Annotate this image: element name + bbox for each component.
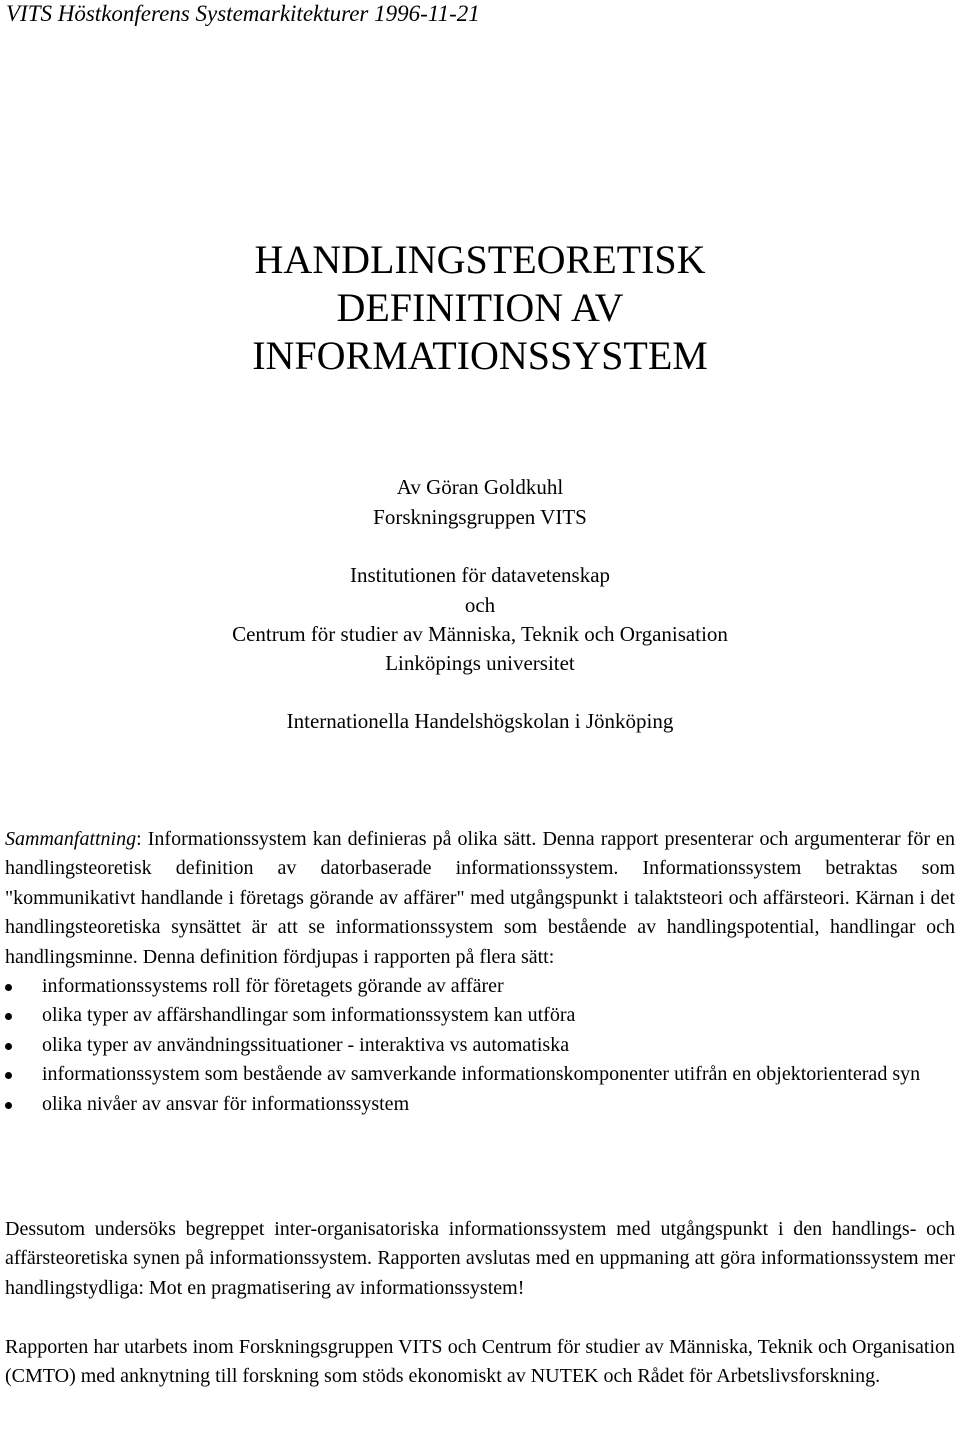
list-item bbox=[5, 1001, 955, 1030]
list-item bbox=[5, 1031, 955, 1060]
affiliation-line-5: Internationella Handelshögskolan i Jönköping bbox=[286, 709, 674, 733]
bullet-icon bbox=[5, 1043, 12, 1050]
bullet-icon bbox=[5, 1102, 12, 1109]
list-item-text: informationssystem som bestående av samverkande informationskomponenter utifrån en objektorienterad syn bbox=[42, 1063, 921, 1086]
abstract bbox=[5, 825, 955, 1119]
affiliation-line-2: och bbox=[464, 593, 496, 617]
abstract-intro bbox=[5, 825, 955, 972]
bullet-icon bbox=[5, 1013, 12, 1020]
abstract-intro-text: : Informationssystem kan definieras på olika sätt. Denna rapport presenterar och argumenterar för en handlingsteoretisk definition av datorbaserade informationssystem. Informationssystem betraktas som "kommunikativt handlande i företags görande av affärer" med utgångspunkt i talaktsteori och affärsteori. Kärnan i det handlingsteoretiska synsättet är att se informationssystem som bestående av handlingspotential, handlingar och handlingsminne. Denna definition fördjupas i rapporten på flera sätt: bbox=[5, 828, 955, 968]
affiliation-line-4: Linköpings universitet bbox=[385, 651, 575, 675]
document-title bbox=[0, 236, 960, 380]
list-item-text: olika typer av användningssituationer - interaktiva vs automatiska bbox=[42, 1033, 570, 1056]
list-item-text: informationssystems roll för företagets görande av affärer bbox=[42, 975, 504, 998]
bullet-icon bbox=[5, 984, 12, 991]
list-item-text: olika typer av affärshandlingar som informationssystem kan utföra bbox=[42, 1004, 576, 1027]
list-item bbox=[5, 1060, 955, 1089]
title-line-3: INFORMATIONSSYSTEM bbox=[252, 333, 708, 378]
abstract-bullet-list bbox=[5, 972, 955, 1119]
author-byline: Av Göran Goldkuhl bbox=[396, 475, 564, 499]
affiliation-line-3: Centrum för studier av Människa, Teknik och Organisation bbox=[232, 622, 728, 646]
title-line-2: DEFINITION AV bbox=[336, 285, 624, 330]
list-item-text: olika nivåer av ansvar för informationssystem bbox=[42, 1092, 410, 1115]
affiliation-line-1: Institutionen för datavetenskap bbox=[349, 563, 611, 587]
abstract-paragraph-3: Rapporten har utarbets inom Forskningsgruppen VITS och Centrum för studier av Människa, Teknik och Organisation (CMTO) med anknytning till forskning som stöds ekonomiskt av NUTEK och Rådet för Arbetslivsforskning. bbox=[5, 1336, 955, 1388]
abstract-label: Sammanfattning bbox=[5, 828, 137, 850]
research-group: Forskningsgruppen VITS bbox=[373, 505, 587, 529]
list-item bbox=[5, 972, 955, 1001]
list-item bbox=[5, 1090, 955, 1119]
bullet-icon bbox=[5, 1072, 12, 1079]
abstract-paragraph-2: Dessutom undersöks begreppet inter-organisatoriska informationssystem med utgångspunkt i den handlings- och affärsteoretiska synen på informationssystem. Rapporten avslutas med en uppmaning att göra informationssystem mer handlingstydliga: Mot en pragmatisering av informationssystem! bbox=[5, 1218, 955, 1299]
title-line-1: HANDLINGSTEORETISK bbox=[254, 237, 706, 282]
running-header: VITS Höstkonferens Systemarkitekturer 1996-11-21 bbox=[6, 1, 480, 26]
